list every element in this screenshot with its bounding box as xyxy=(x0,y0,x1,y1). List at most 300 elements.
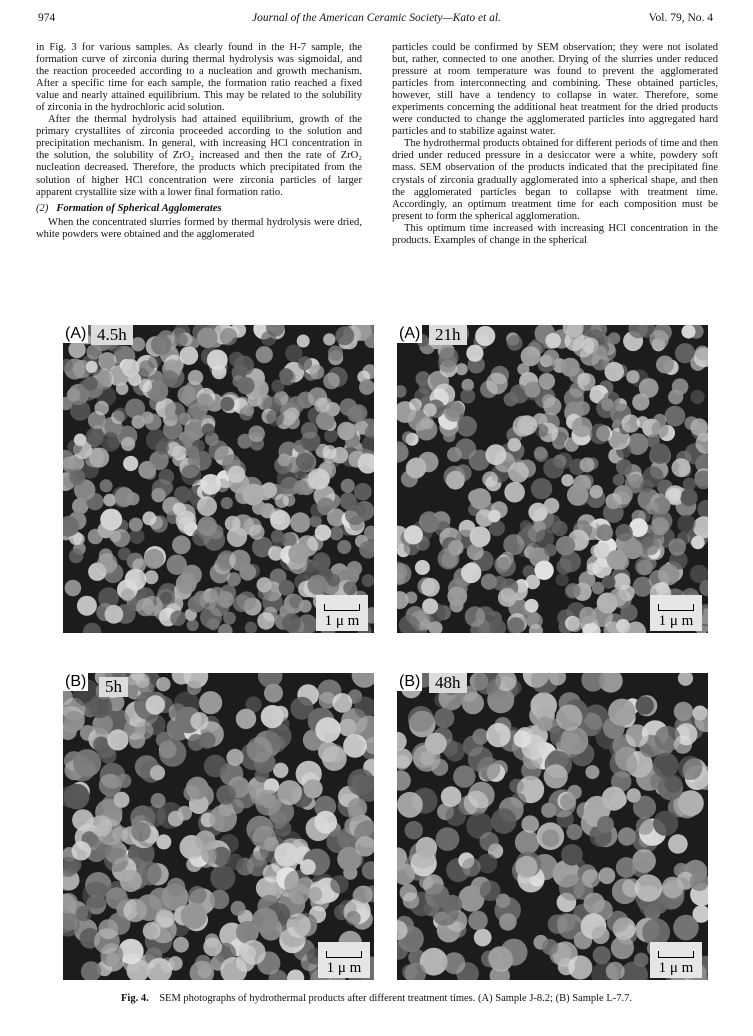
paragraph: in Fig. 3 for various samples. As clearly found in the H-7 sample, the formation curve of zirconia during thermal hydrolysis was sigmoidal, and the reaction proceeded according to a nucleation and growth mechanism. After a specific time for each sample, the formation ratio reached a fixed value and nearly attained equilibrium. This may be related to the solubility of zirconia in the hydrochloric acid solution. xyxy=(36,42,362,114)
grain xyxy=(148,355,161,368)
grain xyxy=(425,733,447,755)
grain xyxy=(74,434,87,447)
grain xyxy=(98,352,116,370)
grain xyxy=(144,805,166,827)
grain xyxy=(460,389,475,404)
grain xyxy=(621,414,639,432)
grain xyxy=(197,327,218,348)
grain xyxy=(202,423,215,436)
panel-id: (B) xyxy=(65,673,87,690)
grain xyxy=(70,400,90,420)
grain xyxy=(537,716,552,731)
grain xyxy=(129,518,143,532)
grain xyxy=(488,510,501,523)
grain xyxy=(466,345,483,362)
grain xyxy=(165,402,186,423)
grain xyxy=(665,406,686,427)
right-text-column xyxy=(392,42,718,247)
grain xyxy=(400,884,418,902)
grain xyxy=(186,856,202,872)
grain xyxy=(634,953,649,968)
grain xyxy=(592,345,607,360)
grain xyxy=(592,926,610,944)
grain xyxy=(307,575,327,595)
grain xyxy=(520,520,532,532)
grain xyxy=(521,760,541,780)
grain xyxy=(146,695,165,714)
grain xyxy=(441,786,462,807)
grain xyxy=(125,569,147,591)
section-heading xyxy=(36,203,362,215)
grain xyxy=(247,737,273,763)
grain xyxy=(200,474,221,495)
grain xyxy=(531,478,552,499)
grain xyxy=(567,484,589,506)
grain xyxy=(606,962,625,980)
grain xyxy=(678,756,702,780)
grain xyxy=(636,817,654,835)
grain xyxy=(620,604,637,621)
grain xyxy=(132,415,146,429)
grain xyxy=(144,549,164,569)
grain xyxy=(542,939,558,955)
grain xyxy=(207,618,219,630)
grain xyxy=(72,841,91,860)
section-title: Formation of Spherical Agglomerates xyxy=(56,202,222,214)
grain xyxy=(116,382,129,395)
grain xyxy=(536,529,555,548)
grain xyxy=(328,346,343,361)
grain xyxy=(318,461,336,479)
grain xyxy=(114,408,128,422)
grain xyxy=(589,390,602,403)
grain xyxy=(503,534,524,555)
grain xyxy=(278,453,291,466)
grain xyxy=(640,480,653,493)
grain xyxy=(183,785,199,801)
grain xyxy=(543,458,564,479)
grain xyxy=(176,573,197,594)
grain xyxy=(504,482,525,503)
grain xyxy=(646,502,659,515)
grain xyxy=(300,859,316,875)
left-text-column xyxy=(36,42,362,241)
grain xyxy=(691,536,705,550)
grain xyxy=(100,509,122,531)
grain xyxy=(623,539,643,559)
grain xyxy=(615,524,632,541)
grain xyxy=(274,843,298,867)
grain xyxy=(269,811,287,829)
paragraph: This optimum time increased with increasing HCl concentration in the products. Examples of change in the spherical xyxy=(392,222,718,246)
grain xyxy=(228,466,245,483)
grain xyxy=(315,525,331,541)
grain xyxy=(494,556,510,572)
grain xyxy=(282,613,301,632)
grain xyxy=(443,430,456,443)
grain xyxy=(468,782,495,809)
grain xyxy=(602,575,616,589)
grain xyxy=(438,353,457,372)
grain xyxy=(465,606,486,627)
grain xyxy=(461,563,481,583)
grain xyxy=(474,929,492,947)
grain xyxy=(199,691,222,714)
grain xyxy=(507,335,523,351)
grain xyxy=(539,373,555,389)
grain xyxy=(561,358,580,377)
grain xyxy=(434,708,454,728)
grain xyxy=(456,363,468,375)
grain xyxy=(478,854,498,874)
grain xyxy=(543,349,559,365)
grain xyxy=(120,870,142,892)
grain xyxy=(231,901,246,916)
grain xyxy=(188,886,206,904)
grain xyxy=(261,705,284,728)
grain xyxy=(242,484,264,506)
grain xyxy=(83,376,98,391)
grain xyxy=(121,437,135,451)
grain xyxy=(151,334,172,355)
grain xyxy=(86,427,105,446)
scale-bar-line xyxy=(658,951,694,958)
sem-panel-b-48h xyxy=(397,673,708,980)
grain xyxy=(672,458,691,477)
grain xyxy=(597,816,614,833)
grain xyxy=(266,409,284,427)
grain xyxy=(564,437,579,452)
grain xyxy=(67,388,81,402)
grain xyxy=(210,890,230,910)
grain xyxy=(322,445,336,459)
grain xyxy=(556,704,582,730)
grain xyxy=(656,356,674,374)
grain xyxy=(678,790,704,816)
grain xyxy=(446,806,466,826)
grain xyxy=(521,346,541,366)
grain xyxy=(135,721,153,739)
grain xyxy=(341,479,355,493)
grain xyxy=(572,417,592,437)
grain xyxy=(462,692,484,714)
grain xyxy=(345,505,365,525)
grain xyxy=(64,784,90,810)
time-label: 48h xyxy=(429,673,467,693)
grain xyxy=(226,749,243,766)
grain xyxy=(270,510,290,530)
grain xyxy=(257,577,272,592)
grain xyxy=(602,787,626,811)
grain xyxy=(509,779,524,794)
grain xyxy=(486,373,508,395)
grain xyxy=(286,913,310,937)
grain xyxy=(612,878,638,904)
grain xyxy=(668,834,688,854)
sem-micrograph xyxy=(397,325,708,633)
grain xyxy=(616,857,637,878)
grain xyxy=(561,474,573,486)
grain xyxy=(406,458,426,478)
grain xyxy=(143,925,158,940)
grain xyxy=(203,938,222,957)
grain xyxy=(168,956,183,971)
grain xyxy=(94,401,109,416)
grain xyxy=(402,431,414,443)
grain xyxy=(556,536,576,556)
grain xyxy=(674,702,693,721)
grain xyxy=(86,361,98,373)
grain xyxy=(556,573,569,586)
grain xyxy=(477,757,500,780)
grain xyxy=(690,390,704,404)
grain xyxy=(188,370,203,385)
grain xyxy=(508,438,522,452)
grain xyxy=(236,709,256,729)
grain xyxy=(221,497,233,509)
grain xyxy=(651,517,669,535)
grain xyxy=(580,457,595,472)
grain xyxy=(296,452,314,470)
grain xyxy=(167,878,185,896)
figure-caption-text: SEM photographs of hydrothermal products after different treatment times. (A) Sample J-8.2; (B) Sample L-7.7. xyxy=(159,993,632,1004)
grain xyxy=(544,498,560,514)
grain xyxy=(514,730,531,747)
grain xyxy=(297,335,310,348)
grain xyxy=(252,908,278,934)
scale-bar xyxy=(650,595,702,631)
grain xyxy=(350,404,367,421)
grain xyxy=(173,937,189,953)
grain xyxy=(64,711,85,732)
grain xyxy=(65,580,82,597)
grain xyxy=(114,792,130,808)
grain xyxy=(73,749,101,777)
grain xyxy=(93,737,109,753)
grain xyxy=(348,806,364,822)
grain xyxy=(603,502,624,523)
scale-bar-line xyxy=(326,951,362,958)
grain xyxy=(343,581,357,595)
grain xyxy=(216,785,236,805)
grain xyxy=(248,426,265,443)
grain xyxy=(557,913,576,932)
grain xyxy=(362,574,374,587)
grain xyxy=(462,858,481,877)
sem-panel-b-5h xyxy=(63,673,374,980)
grain xyxy=(315,717,340,742)
grain xyxy=(139,379,152,392)
grain xyxy=(445,742,465,762)
grain xyxy=(650,443,671,464)
grain xyxy=(561,844,583,866)
grain xyxy=(329,527,343,541)
grain xyxy=(72,809,94,831)
grain xyxy=(404,525,423,544)
grain xyxy=(354,483,372,501)
grain xyxy=(322,746,347,771)
grain xyxy=(69,549,83,563)
grain xyxy=(444,401,465,422)
grain xyxy=(446,471,465,490)
grain xyxy=(256,346,273,363)
sem-micrograph xyxy=(63,325,374,633)
grain xyxy=(264,684,283,703)
sem-panel-a-21h xyxy=(397,325,708,633)
paragraph: The hydrothermal products obtained for different periods of time and then dried under reduced pressure in a desiccator were a white, powdery soft mass. SEM observation of the products indicated that the precipitated fine crystals of zirconia gradually agglomerated into a spherical shape, and then the agglomerated particles began to collapse with treatment time. Accordingly, an optimum treatment time for each composition must be present to form the spherical agglomeration. xyxy=(392,138,718,222)
grain xyxy=(668,389,683,404)
grain xyxy=(397,792,423,818)
grain xyxy=(188,734,205,751)
grain xyxy=(294,480,309,495)
sem-micrograph xyxy=(63,673,374,980)
grain xyxy=(163,420,183,440)
grain xyxy=(470,488,491,509)
grain xyxy=(599,867,616,884)
panel-id: (A) xyxy=(65,325,87,342)
grain xyxy=(195,830,216,851)
scale-bar-label: 1 μ m xyxy=(658,960,694,976)
scale-bar-line xyxy=(658,604,694,611)
grain xyxy=(607,911,629,933)
scale-bar xyxy=(318,942,370,978)
grain xyxy=(432,899,459,926)
grain xyxy=(585,765,599,779)
grain xyxy=(100,479,113,492)
grain xyxy=(268,546,283,561)
grain xyxy=(186,446,199,459)
grain xyxy=(515,830,540,855)
grain xyxy=(664,774,682,792)
grain xyxy=(234,356,254,376)
grain xyxy=(249,524,264,539)
grain xyxy=(69,469,85,485)
scale-bar-label: 1 μ m xyxy=(324,613,360,629)
grain xyxy=(144,468,156,480)
grain xyxy=(415,560,430,575)
grain xyxy=(560,727,588,755)
grain xyxy=(123,456,138,471)
grain xyxy=(651,421,668,438)
grain xyxy=(677,514,695,532)
grain xyxy=(117,774,131,788)
scale-bar-label: 1 μ m xyxy=(658,613,694,629)
grain xyxy=(626,724,649,747)
grain xyxy=(187,619,199,631)
scale-bar-line xyxy=(324,604,360,611)
grain xyxy=(662,877,684,899)
grain xyxy=(314,811,337,834)
grain xyxy=(210,865,235,890)
grain xyxy=(443,952,465,974)
grain xyxy=(521,815,539,833)
grain xyxy=(683,478,696,491)
grain xyxy=(209,440,229,460)
grain xyxy=(421,515,440,534)
grain xyxy=(181,465,201,485)
grain xyxy=(190,712,208,730)
grain xyxy=(566,824,582,840)
time-label: 21h xyxy=(429,325,467,345)
grain xyxy=(596,524,613,541)
grain xyxy=(632,394,649,411)
grain xyxy=(633,796,656,819)
panel-id: (A) xyxy=(399,325,421,342)
grain xyxy=(330,875,348,893)
grain xyxy=(695,520,709,534)
grain xyxy=(131,822,151,842)
grain xyxy=(181,903,207,929)
volume-issue: Vol. 79, No. 4 xyxy=(648,12,713,24)
grain xyxy=(500,939,527,966)
grain xyxy=(337,540,351,554)
grain xyxy=(436,827,460,851)
grain xyxy=(525,599,539,613)
grain xyxy=(187,681,201,695)
grain xyxy=(577,373,590,386)
grain xyxy=(210,805,237,832)
grain xyxy=(491,808,517,834)
grain xyxy=(635,557,653,575)
grain xyxy=(105,605,124,624)
grain xyxy=(304,779,323,798)
grain xyxy=(680,489,697,506)
grain xyxy=(482,471,498,487)
grain xyxy=(172,536,191,555)
grain xyxy=(131,337,145,351)
grain xyxy=(508,462,529,483)
grain xyxy=(447,586,467,606)
grain xyxy=(633,577,653,597)
grain xyxy=(565,583,581,599)
grain xyxy=(109,530,121,542)
grain xyxy=(135,673,150,688)
grain xyxy=(220,397,234,411)
grain xyxy=(517,415,537,435)
grain xyxy=(527,543,540,556)
grain xyxy=(299,600,312,613)
grain xyxy=(106,953,120,967)
grain xyxy=(279,368,293,382)
grain xyxy=(559,875,585,901)
grain xyxy=(301,422,318,439)
section-number: (2) xyxy=(36,202,49,214)
grain xyxy=(568,955,592,979)
grain xyxy=(541,803,556,818)
grain xyxy=(626,370,639,383)
grain xyxy=(475,326,495,346)
paragraph: When the concentrated slurries formed by thermal hydrolysis were dried, white powders were obtained and the agglomerated xyxy=(36,216,362,240)
grain xyxy=(674,735,692,753)
grain xyxy=(309,365,324,380)
grain xyxy=(468,911,488,931)
grain xyxy=(174,333,187,346)
grain xyxy=(335,326,354,345)
grain xyxy=(167,555,187,575)
grain xyxy=(77,596,97,616)
time-label: 5h xyxy=(99,677,128,697)
grain xyxy=(289,884,310,905)
grain xyxy=(611,936,634,959)
grain xyxy=(525,575,540,590)
grain xyxy=(150,765,165,780)
grain xyxy=(275,494,289,508)
grain xyxy=(480,832,499,851)
grain xyxy=(589,424,610,445)
page-number: 974 xyxy=(38,12,56,24)
grain xyxy=(225,516,241,532)
grain xyxy=(151,793,166,808)
